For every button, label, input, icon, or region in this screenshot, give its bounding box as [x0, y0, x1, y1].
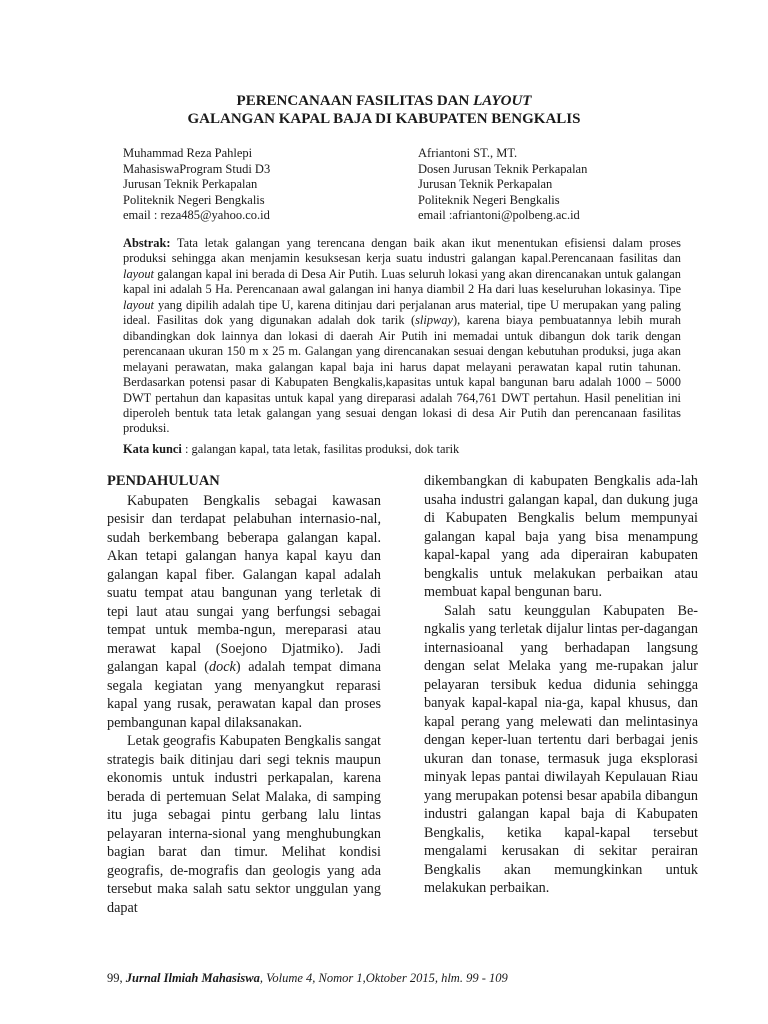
body-paragraph: Kabupaten Bengkalis sebagai kawasan pesisir dan terdapat pelabuhan internasio-nal, sudah berkembang beberapa galangan kapal. Akan tetapi galangan hanya kapal kayu dan galangan kapal fiber. Galangan kapal adalah suatu tempat atau bangunan yang terletak di tepi laut atau sungai yang berfungsi sebagai tempat untuk memba-ngun, mereparasi atau merawat kapal (Soejono Djatmiko). Jadi galangan kapal (dock) adalah tempat dimana segala kegiatan yang menyangkut reparasi kapal yang rusak, perawatan kapal dan proses pembangunan kapal dilaksanakan.: [107, 492, 381, 731]
author-department: Jurusan Teknik Perkapalan: [123, 177, 258, 192]
author-institution: Politeknik Negeri Bengkalis: [123, 192, 265, 207]
author-department: Jurusan Teknik Perkapalan: [418, 177, 553, 192]
abstract: Abstrak: Tata letak galangan yang terencana dengan baik akan ikut menentukan efisiensi dalam proses produksi sehingga akan menjamin kesuksesan kerja suatu industri galangan kapal.Perencanaan fasilitas dan layout galangan kapal ini berada di Desa Air Putih. Luas seluruh lokasi yang akan direncanakan untuk galangan kapal ini adalah 5 Ha. Perencanaan awal galangan ini hanya diambil 2 Ha dari luas keseluruhan lokasinya. Tipe layout yang dipilih adalah tipe U, karena ditinjau dari perjalanan arus material, tipe U merupakan yang paling ideal. Fasilitas dok yang digunakan adalah dok tarik (slipway), karena biaya pembuatannya lebih murah dibandingkan dok lainnya dan lokasi di daerah Air Putih ini memadai untuk dibangun dok tarik dengan perencanaan ukuran 150 m x 25 m. Galangan yang direncanakan sesuai dengan kebutuhan produksi, juga akan melayani perawatan, maka galangan kapal baja ini harus dapat melayani perawatan kapal rutin tahunan. Berdasarkan potensi pasar di Kabupaten Bengkalis,kapasitas untuk kapal bangunan baru adalah 1000 – 5000 DWT pertahun dan kapasitas untuk kapal yang direparasi adalah 764,761 DWT pertahun. Hasil penelitian ini diperoleh bentuk tata letak galangan yang sesuai dengan lokasi di desa Air Putih dan perencanaan fasilitas produksi.: [123, 236, 681, 436]
author-email: email :afriantoni@polbeng.ac.id: [418, 208, 580, 223]
abstract-label: Abstrak:: [123, 236, 171, 250]
author-block-2: [418, 146, 587, 224]
body-paragraph: Letak geografis Kabupaten Bengkalis sangat strategis baik ditinjau dari segi teknis maupun ekonomis untuk industri perkapalan, karena berada di pertemuan Selat Malaka, di samping itu juga sebagai pintu gerbang lalu lintas pelayaran interna-sional yang menghubungkan bagian barat dan timur. Melihat kondisi geografis, de-mografis dan geologis yang ada tersebut maka salah satu sektor unggulan yang dapat: [107, 733, 381, 916]
body-paragraph: dikembangkan di kabupaten Bengkalis ada-lah usaha industri galangan kapal, dan dukung juga di Kabupaten Bengkalis belum mempunyai galangan kapal baja yang bisa menampung kapal-kapal yang ada diperairan kabupaten bengkalis untuk melakukan perbaikan atau membuat kapal bengunan baru.: [424, 473, 698, 600]
paper-title: [0, 92, 768, 128]
author-email: email : reza485@yahoo.co.id: [123, 208, 270, 223]
title-line-2: GALANGAN KAPAL BAJA DI KABUPATEN BENGKALIS: [187, 111, 581, 127]
author-role: MahasiswaProgram Studi D3: [123, 161, 271, 176]
keywords-label: Kata kunci: [123, 442, 182, 456]
section-heading: PENDAHULUAN: [107, 473, 220, 489]
author-name: Muhammad Reza Pahlepi: [123, 146, 253, 160]
author-institution: Politeknik Negeri Bengkalis: [418, 192, 560, 207]
page-footer: [107, 971, 508, 986]
author-name: Afriantoni ST., MT.: [418, 146, 518, 160]
body-column-left: [107, 472, 381, 917]
body-column-right: [424, 472, 698, 898]
author-role: Dosen Jurusan Teknik Perkapalan: [418, 161, 588, 176]
journal-name: Jurnal Ilmiah Mahasiswa: [125, 971, 260, 985]
author-block-1: [123, 146, 270, 224]
body-paragraph: Salah satu keunggulan Kabupaten Be-ngkalis yang terletak dijalur lintas per-dagangan internasioanal yang berhadapan langsung dengan selat Melaka yang me-rupakan jalur pelayaran tersibuk kedua didunia sehingga banyak kapal-kapal nia-ga, kapal khusus, dan kapal perang yang melewati dan melintasinya dengan keper-luan tertentu dari berbagai jenis ukuran dan tonase, termasuk juga eksplorasi minyak lepas pantai diwilayah Kepulauan Riau yang merupakan potensi besar apabila dibangun industri galangan kapal baja di Kabupaten Bengkalis, ketika kapal-kapal tersebut mengalami kerusakan di sekitar perairan Bengkalis akan memungkinkan untuk melakukan perbaikan.: [424, 602, 698, 896]
page-number: 99,: [107, 971, 126, 985]
journal-details: , Volume 4, Nomor 1,Oktober 2015, hlm. 99 - 109: [259, 971, 508, 985]
keywords: Kata kunci : galangan kapal, tata letak, fasilitas produksi, dok tarik: [123, 442, 460, 456]
title-line-1: PERENCANAAN FASILITAS DAN LAYOUT: [236, 93, 532, 109]
